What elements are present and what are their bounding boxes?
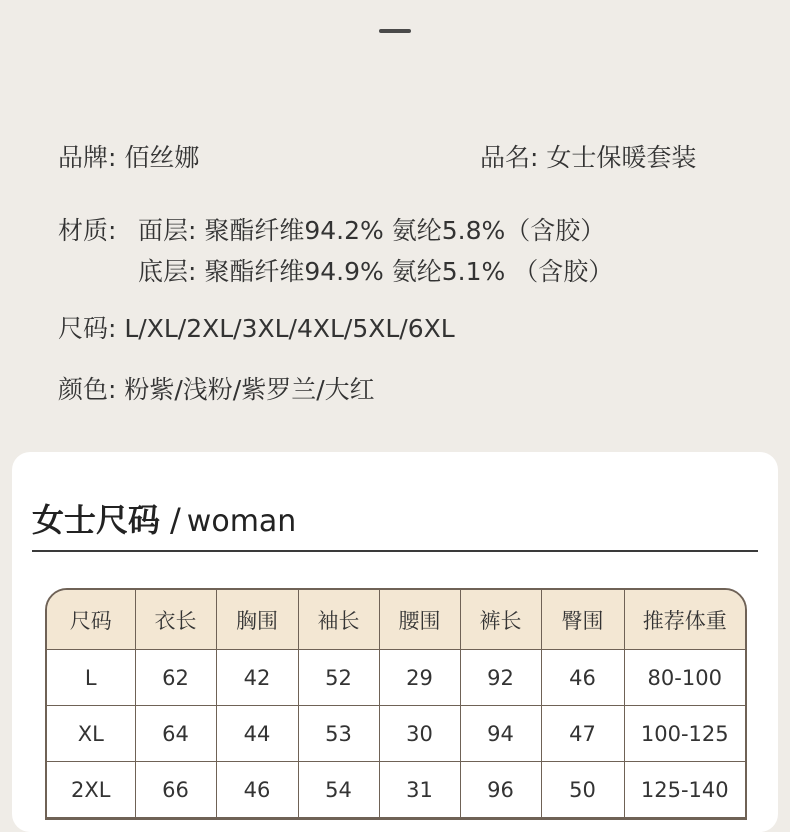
header-pants-length: 裤长: [460, 590, 541, 650]
table-cell: 62: [135, 650, 216, 706]
brand-text: 品牌: 佰丝娜: [58, 143, 200, 172]
table-cell: 52: [298, 650, 379, 706]
table-cell: 80-100: [624, 650, 745, 706]
table-cell: 53: [298, 706, 379, 762]
table-cell: 47: [541, 706, 624, 762]
product-name-text: 品名: 女士保暖套装: [480, 143, 697, 172]
table-cell: L: [47, 650, 135, 706]
table-cell: 50: [541, 762, 624, 818]
table-row: [47, 762, 745, 818]
sizes-text: 尺码: L/XL/2XL/3XL/4XL/5XL/6XL: [58, 314, 455, 343]
table-cell: 31: [379, 762, 460, 818]
title-underline: [32, 550, 758, 552]
header-hip: 臀围: [541, 590, 624, 650]
header-chest: 胸围: [216, 590, 298, 650]
table-header-row: [47, 590, 745, 650]
size-chart-title-cn: 女士尺码: [32, 501, 161, 539]
table-cell: 30: [379, 706, 460, 762]
size-table: [45, 588, 747, 820]
top-dash-divider: [379, 29, 411, 33]
table-cell: 125-140: [624, 762, 745, 818]
title-slash: /: [170, 501, 181, 539]
material-face-text: 面层: 聚酯纤维94.2% 氨纶5.8%（含胶）: [138, 216, 606, 245]
table-cell: 46: [541, 650, 624, 706]
table-row: [47, 650, 745, 706]
header-waist: 腰围: [379, 590, 460, 650]
header-weight: 推荐体重: [624, 590, 745, 650]
table-cell: 29: [379, 650, 460, 706]
table-cell: XL: [47, 706, 135, 762]
table-cell: 44: [216, 706, 298, 762]
table-cell: 46: [216, 762, 298, 818]
table-cell: 92: [460, 650, 541, 706]
table-cell: 64: [135, 706, 216, 762]
table-cell: 96: [460, 762, 541, 818]
table-cell: 54: [298, 762, 379, 818]
table-row: [47, 706, 745, 762]
size-chart-title-en: woman: [186, 504, 297, 539]
table-cell: 66: [135, 762, 216, 818]
table-cell: 42: [216, 650, 298, 706]
header-sleeve: 袖长: [298, 590, 379, 650]
material-label: 材质:: [58, 216, 117, 245]
material-base-text: 底层: 聚酯纤维94.9% 氨纶5.1% （含胶）: [138, 257, 614, 286]
table-cell: 94: [460, 706, 541, 762]
size-chart-card: [12, 452, 778, 832]
header-size: 尺码: [47, 590, 135, 650]
size-chart-title: [32, 500, 296, 542]
colors-text: 颜色: 粉紫/浅粉/紫罗兰/大红: [58, 375, 375, 404]
table-cell: 100-125: [624, 706, 745, 762]
header-length: 衣长: [135, 590, 216, 650]
table-cell: 2XL: [47, 762, 135, 818]
